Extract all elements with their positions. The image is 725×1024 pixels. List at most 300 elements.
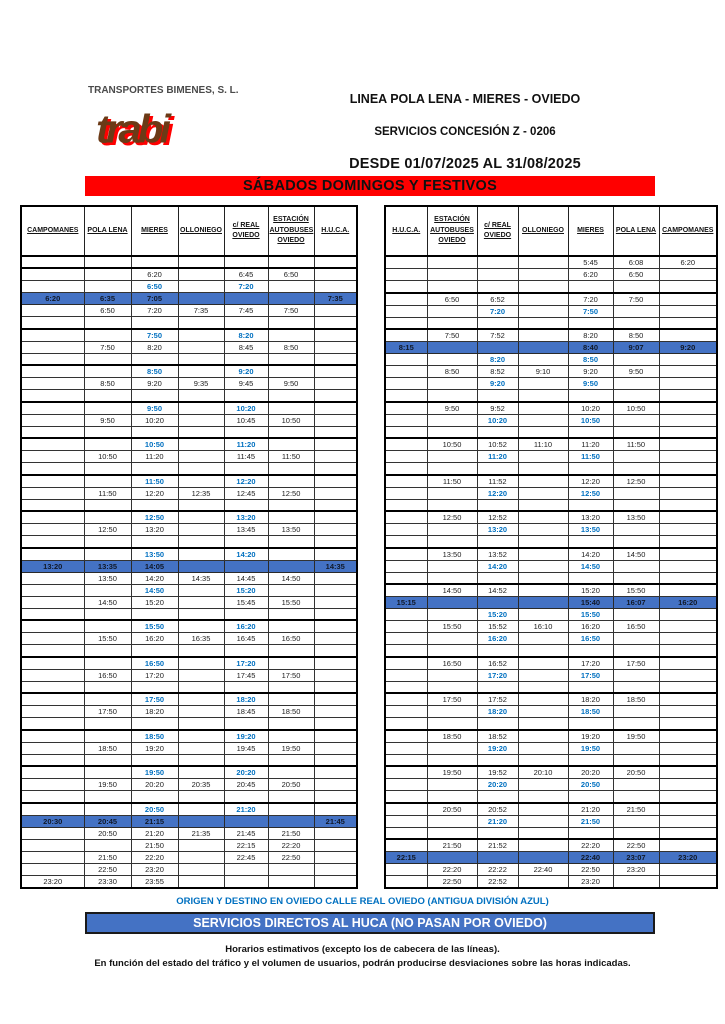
time-cell: [477, 342, 518, 354]
time-cell: [385, 669, 427, 681]
time-cell: [613, 827, 659, 839]
time-cell: [659, 536, 717, 548]
time-cell: [268, 560, 314, 572]
time-cell: 11:10: [518, 438, 568, 451]
time-cell: [518, 281, 568, 293]
time-cell: [84, 390, 131, 402]
time-cell: [427, 414, 477, 426]
time-cell: 19:50: [84, 779, 131, 791]
time-cell: [518, 511, 568, 524]
time-cell: 9:45: [224, 378, 268, 390]
time-cell: [314, 256, 357, 268]
time-cell: [477, 463, 518, 475]
time-cell: [314, 572, 357, 584]
time-cell: 21:50: [427, 839, 477, 852]
time-cell: 8:20: [131, 341, 178, 353]
time-cell: 14:35: [314, 560, 357, 572]
time-cell: [314, 475, 357, 488]
time-cell: [314, 584, 357, 596]
time-cell: [268, 438, 314, 451]
time-cell: [385, 390, 427, 402]
time-cell: [178, 353, 224, 365]
timetable-row: [21, 608, 357, 620]
time-cell: 18:50: [427, 730, 477, 743]
time-cell: [314, 378, 357, 390]
timetable-row: [21, 451, 357, 463]
timetable-row: [21, 803, 357, 816]
timetable-row: [385, 475, 717, 488]
time-cell: [178, 256, 224, 268]
time-cell: [131, 754, 178, 766]
timetable-row: [21, 669, 357, 681]
time-cell: 5:45: [568, 256, 613, 269]
time-cell: [314, 608, 357, 620]
time-cell: [84, 499, 131, 511]
time-cell: [268, 657, 314, 670]
time-cell: 12:50: [613, 475, 659, 488]
time-cell: [224, 256, 268, 268]
time-cell: [385, 779, 427, 791]
time-cell: 22:15: [224, 839, 268, 851]
time-cell: [385, 548, 427, 561]
time-cell: 12:20: [568, 475, 613, 488]
time-cell: [224, 791, 268, 803]
time-cell: [613, 499, 659, 511]
time-cell: 17:20: [568, 657, 613, 670]
time-cell: [659, 548, 717, 561]
time-cell: [21, 378, 84, 390]
time-cell: [314, 511, 357, 524]
timetable-row: [385, 864, 717, 876]
time-cell: [84, 438, 131, 451]
time-cell: 22:15: [385, 852, 427, 864]
time-cell: 13:50: [427, 548, 477, 561]
timetable-row: [21, 633, 357, 645]
time-cell: [613, 536, 659, 548]
time-cell: [21, 669, 84, 681]
time-cell: [477, 269, 518, 281]
time-cell: 22:20: [268, 839, 314, 851]
time-cell: [84, 791, 131, 803]
time-cell: [385, 791, 427, 803]
time-cell: [178, 766, 224, 779]
time-cell: [314, 548, 357, 561]
time-cell: [131, 256, 178, 268]
time-cell: 14:50: [268, 572, 314, 584]
time-cell: 18:50: [613, 693, 659, 706]
time-cell: 6:50: [84, 305, 131, 317]
time-cell: [568, 754, 613, 766]
time-cell: 10:45: [224, 414, 268, 426]
time-cell: [385, 766, 427, 779]
time-cell: 13:50: [84, 572, 131, 584]
time-cell: 18:20: [568, 693, 613, 706]
timetable-row: [385, 779, 717, 791]
time-cell: [224, 536, 268, 548]
timetable-row: [21, 766, 357, 779]
time-cell: [21, 596, 84, 608]
time-cell: [314, 451, 357, 463]
time-cell: 17:20: [477, 669, 518, 681]
direct-service-row: [385, 852, 717, 864]
time-cell: [385, 706, 427, 718]
time-cell: [659, 572, 717, 584]
time-cell: [21, 584, 84, 596]
time-cell: 19:52: [477, 766, 518, 779]
time-cell: [518, 815, 568, 827]
time-cell: 19:20: [224, 730, 268, 743]
time-cell: 16:35: [178, 633, 224, 645]
time-cell: [314, 414, 357, 426]
time-cell: [659, 645, 717, 657]
time-cell: [518, 609, 568, 621]
validity-date-range: DESDE 01/07/2025 AL 31/08/2025: [349, 156, 581, 172]
time-cell: [659, 584, 717, 597]
time-cell: [518, 536, 568, 548]
time-cell: [21, 693, 84, 706]
timetable-row: [385, 718, 717, 730]
time-cell: 20:20: [568, 766, 613, 779]
time-cell: 14:50: [84, 596, 131, 608]
time-cell: 23:20: [659, 852, 717, 864]
time-cell: 21:20: [477, 815, 518, 827]
time-cell: 8:45: [224, 341, 268, 353]
time-cell: 16:20: [477, 633, 518, 645]
timetable-row: [21, 378, 357, 390]
time-cell: [518, 293, 568, 306]
time-cell: 7:50: [427, 329, 477, 342]
time-cell: [518, 876, 568, 889]
timetable-row: [385, 305, 717, 317]
time-cell: 8:50: [613, 329, 659, 342]
time-cell: [518, 354, 568, 366]
time-cell: 16:50: [268, 633, 314, 645]
time-cell: [268, 815, 314, 827]
time-cell: 16:45: [224, 633, 268, 645]
timetable-row: [21, 875, 357, 888]
time-cell: [224, 875, 268, 888]
time-cell: 7:20: [477, 305, 518, 317]
time-cell: [178, 499, 224, 511]
column-header-row: [385, 206, 717, 256]
time-cell: 18:52: [477, 730, 518, 743]
time-cell: 11:20: [477, 451, 518, 463]
time-cell: [427, 852, 477, 864]
timetable-row: [21, 620, 357, 633]
timetables-container: [20, 205, 718, 889]
time-cell: 9:50: [613, 366, 659, 378]
time-cell: [178, 839, 224, 851]
time-cell: 11:50: [427, 475, 477, 488]
time-cell: 8:15: [385, 342, 427, 354]
time-cell: [613, 560, 659, 572]
time-cell: [314, 693, 357, 706]
time-cell: [178, 341, 224, 353]
time-cell: [268, 875, 314, 888]
time-cell: [21, 657, 84, 670]
time-cell: [385, 718, 427, 730]
timetable-row: [21, 281, 357, 293]
timetable-row: [385, 754, 717, 766]
time-cell: [477, 572, 518, 584]
time-cell: [21, 754, 84, 766]
time-cell: [268, 390, 314, 402]
column-header: OLLONIEGO: [518, 206, 568, 256]
time-cell: 22:20: [568, 839, 613, 852]
timetable-row: [21, 742, 357, 754]
time-cell: [314, 524, 357, 536]
time-cell: 21:50: [84, 851, 131, 863]
time-cell: [314, 402, 357, 415]
timetable-row: [21, 718, 357, 730]
timetable-row: [21, 863, 357, 875]
time-cell: [178, 669, 224, 681]
time-cell: [427, 269, 477, 281]
time-cell: 6:52: [477, 293, 518, 306]
time-cell: [84, 645, 131, 657]
timetable-row: [385, 329, 717, 342]
timetable-row: [385, 803, 717, 816]
time-cell: [314, 499, 357, 511]
time-cell: [385, 876, 427, 889]
time-cell: [427, 815, 477, 827]
time-cell: [21, 451, 84, 463]
time-cell: [385, 451, 427, 463]
timetable-row: [385, 633, 717, 645]
time-cell: 15:50: [613, 584, 659, 597]
time-cell: [178, 803, 224, 816]
estimated-times-note: Horarios estimativos (excepto los de cabecera de las líneas).: [225, 944, 500, 955]
time-cell: [427, 609, 477, 621]
time-cell: [84, 256, 131, 268]
time-cell: [427, 645, 477, 657]
time-cell: 13:52: [477, 548, 518, 561]
time-cell: [427, 779, 477, 791]
time-cell: [385, 463, 427, 475]
time-cell: [427, 451, 477, 463]
time-cell: [427, 354, 477, 366]
time-cell: [385, 572, 427, 584]
time-cell: [178, 414, 224, 426]
time-cell: 6:35: [84, 293, 131, 305]
time-cell: [385, 524, 427, 536]
time-cell: [427, 342, 477, 354]
timetable-row: [21, 536, 357, 548]
time-cell: [518, 645, 568, 657]
time-cell: 20:50: [84, 827, 131, 839]
timetable-row: [385, 681, 717, 693]
time-cell: 16:50: [568, 633, 613, 645]
time-cell: [659, 827, 717, 839]
time-cell: [659, 329, 717, 342]
time-cell: [224, 815, 268, 827]
time-cell: [568, 572, 613, 584]
time-cell: [477, 754, 518, 766]
time-cell: 8:50: [568, 354, 613, 366]
column-header: c/ REAL OVIEDO: [224, 206, 268, 256]
time-cell: 18:50: [568, 706, 613, 718]
time-cell: [427, 560, 477, 572]
time-cell: [518, 342, 568, 354]
time-cell: [385, 815, 427, 827]
time-cell: [568, 499, 613, 511]
time-cell: [21, 281, 84, 293]
time-cell: [314, 620, 357, 633]
time-cell: 8:50: [131, 365, 178, 378]
time-cell: [477, 499, 518, 511]
time-cell: [659, 754, 717, 766]
time-cell: 13:50: [131, 548, 178, 561]
time-cell: 14:52: [477, 584, 518, 597]
time-cell: 10:20: [568, 402, 613, 415]
time-cell: 10:20: [131, 414, 178, 426]
time-cell: 18:20: [477, 706, 518, 718]
time-cell: [613, 791, 659, 803]
time-cell: 7:50: [268, 305, 314, 317]
time-cell: 6:20: [21, 293, 84, 305]
time-cell: 8:50: [268, 341, 314, 353]
time-cell: 20:50: [131, 803, 178, 816]
time-cell: [21, 827, 84, 839]
timetable-row: [21, 438, 357, 451]
time-cell: [659, 864, 717, 876]
time-cell: [518, 718, 568, 730]
time-cell: [84, 766, 131, 779]
time-cell: [178, 463, 224, 475]
time-cell: 17:50: [131, 693, 178, 706]
timetable-row: [21, 730, 357, 743]
time-cell: 23:55: [131, 875, 178, 888]
time-cell: [178, 536, 224, 548]
column-header: OLLONIEGO: [178, 206, 224, 256]
time-cell: [385, 293, 427, 306]
time-cell: [659, 317, 717, 329]
time-cell: 16:52: [477, 657, 518, 670]
time-cell: 7:50: [568, 305, 613, 317]
time-cell: [385, 609, 427, 621]
time-cell: [518, 378, 568, 390]
time-cell: [84, 839, 131, 851]
time-cell: [21, 791, 84, 803]
time-cell: [131, 791, 178, 803]
time-cell: [477, 317, 518, 329]
time-cell: [178, 329, 224, 342]
time-cell: [84, 803, 131, 816]
timetable-row: [385, 766, 717, 779]
time-cell: [178, 438, 224, 451]
time-cell: 20:30: [21, 815, 84, 827]
time-cell: 20:50: [568, 779, 613, 791]
time-cell: [568, 791, 613, 803]
time-cell: 21:50: [568, 815, 613, 827]
time-cell: [131, 317, 178, 329]
time-cell: 9:50: [268, 378, 314, 390]
direct-service-row: [21, 815, 357, 827]
timetable-row: [385, 451, 717, 463]
time-cell: 7:52: [477, 329, 518, 342]
time-cell: 16:50: [131, 657, 178, 670]
time-cell: 10:20: [224, 402, 268, 415]
time-cell: [385, 475, 427, 488]
time-cell: [518, 329, 568, 342]
time-cell: [659, 609, 717, 621]
time-cell: [385, 256, 427, 269]
time-cell: [427, 390, 477, 402]
time-cell: [385, 281, 427, 293]
time-cell: [427, 669, 477, 681]
time-cell: 12:20: [131, 487, 178, 499]
time-cell: [613, 414, 659, 426]
timetable-row: [21, 584, 357, 596]
time-cell: 6:20: [659, 256, 717, 269]
time-cell: 8:52: [477, 366, 518, 378]
time-cell: [477, 718, 518, 730]
time-cell: [385, 354, 427, 366]
time-cell: [84, 281, 131, 293]
timetable-row: [385, 548, 717, 561]
time-cell: [224, 426, 268, 438]
time-cell: [268, 511, 314, 524]
time-cell: 14:20: [477, 560, 518, 572]
time-cell: [427, 317, 477, 329]
time-cell: [659, 681, 717, 693]
time-cell: [224, 390, 268, 402]
timetable-row: [21, 317, 357, 329]
time-cell: [268, 681, 314, 693]
time-cell: [659, 718, 717, 730]
time-cell: [224, 293, 268, 305]
time-cell: 15:52: [477, 621, 518, 633]
timetable-row: [385, 366, 717, 378]
time-cell: 15:50: [427, 621, 477, 633]
time-cell: 23:20: [21, 875, 84, 888]
day-type-banner: SÁBADOS DOMINGOS Y FESTIVOS: [85, 176, 655, 196]
timetable-row: [21, 681, 357, 693]
time-cell: [21, 645, 84, 657]
time-cell: [84, 657, 131, 670]
time-cell: 8:20: [477, 354, 518, 366]
time-cell: [268, 693, 314, 706]
time-cell: [518, 572, 568, 584]
time-cell: [178, 645, 224, 657]
time-cell: [613, 305, 659, 317]
time-cell: [268, 475, 314, 488]
time-cell: [268, 329, 314, 342]
time-cell: 19:45: [224, 742, 268, 754]
time-cell: 20:20: [477, 779, 518, 791]
time-cell: [659, 281, 717, 293]
timetable-row: [385, 827, 717, 839]
time-cell: [659, 524, 717, 536]
time-cell: [178, 317, 224, 329]
time-cell: 19:50: [268, 742, 314, 754]
time-cell: 19:50: [568, 742, 613, 754]
time-cell: [477, 681, 518, 693]
time-cell: [224, 353, 268, 365]
time-cell: [178, 584, 224, 596]
time-cell: [613, 876, 659, 889]
time-cell: 15:40: [568, 597, 613, 609]
time-cell: 10:50: [613, 402, 659, 415]
time-cell: [613, 390, 659, 402]
timetable-row: [385, 426, 717, 438]
time-cell: 6:50: [427, 293, 477, 306]
time-cell: [314, 803, 357, 816]
time-cell: [568, 536, 613, 548]
time-cell: [268, 256, 314, 268]
time-cell: 8:50: [427, 366, 477, 378]
time-cell: [268, 766, 314, 779]
